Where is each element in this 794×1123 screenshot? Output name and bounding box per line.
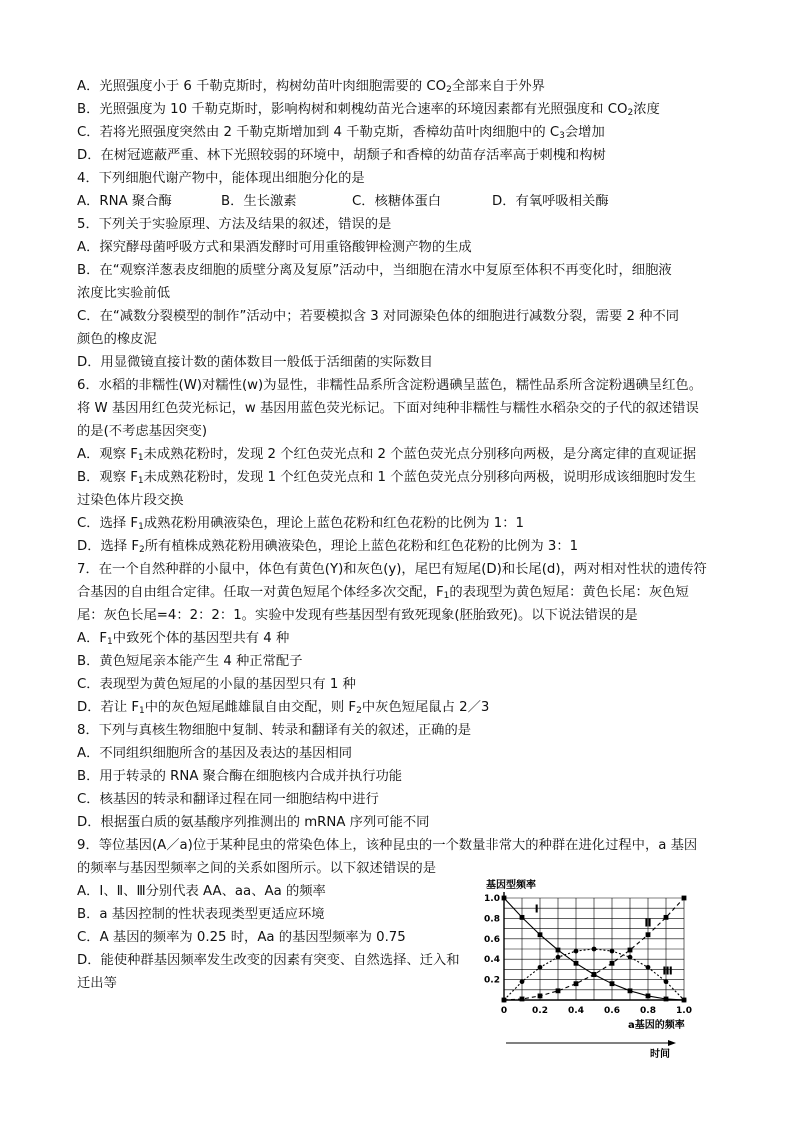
q7-stem: 7．在一个自然种群的小鼠中，体色有黄色(Y)和灰色(y)，尾巴有短尾(D)和长尾(d)，两对相对性状的遗传符 [77,562,707,577]
data-point-I [646,994,651,999]
data-point-II [628,948,633,953]
x-tick-label: 0.8 [640,1006,656,1016]
q9-option-a: A．I、Ⅱ、Ⅲ分别代表 AA、aa、Aa 的频率 [77,884,326,899]
q8-option-b: B．用于转录的 RNA 聚合酶在细胞核内合成并执行功能 [77,769,403,784]
chart-ylabel: 基因型频率 [486,880,536,891]
data-point-I [520,915,525,920]
data-point-III [628,955,633,960]
q4-option-b: B．生长激素 [221,194,297,209]
q4-option-a: A．RNA 聚合酶 [77,194,172,209]
q6-stem: 6．水稻的非糯性(W)对糯性(w)为显性，非糯性品系所含淀粉遇碘呈蓝色，糯性品系所含淀粉遇碘呈红色。 [77,378,702,393]
y-tick-label: 0.8 [484,914,500,925]
q6-option-b: B．观察 $F_1$未成熟花粉时，发现 1 个红色荧光点和 1 个蓝色荧光点分别移向两极，说明形成该细胞时发生 [77,470,697,486]
q7-option-d: D．若让 $F_1$中的灰色短尾雌雄鼠自由交配，则 $F_2$中灰色短尾鼠占 2／3 [77,700,490,716]
q6-option-d: D．选择 $F_2$所有植株成熟花粉用碘液染色，理论上蓝色花粉和红色花粉的比例为 3：1 [77,539,579,555]
q5-option-b: B．在“观察洋葱表皮细胞的质壁分离及复原”活动中，当细胞在清水中复原至体积不再变化时，细胞液 [77,263,672,278]
data-point-I [610,981,615,986]
series-label: Ⅱ [644,916,652,930]
x-tick-label: 0.2 [532,1006,548,1016]
data-point-I [538,932,543,937]
q9-option-b: B．a 基因控制的性状表现类型更适应环境 [77,907,325,922]
q6-option-b-cont: 过染色体片段交换 [77,493,184,508]
q7-stem-cont: 合基因的自由组合定律。任取一对黄色短尾个体经多次交配，$F_1$的表现型为黄色短尾：黄色长尾：灰色短 [77,585,689,601]
q7-option-a: A．$F_1$中致死个体的基因型共有 4 种 [77,631,290,647]
q7-option-c: C．表现型为黄色短尾的小鼠的基因型只有 1 种 [77,677,356,692]
x-tick-label: 0.6 [604,1006,620,1016]
data-point-III [610,949,615,954]
data-point-III [664,979,669,984]
q3-option-c: C．若将光照强度突然由 2 千勒克斯增加到 4 千勒克斯，香樟幼苗叶肉细胞中的 $C_3$会增加 [77,125,605,141]
y-tick-label: 0.4 [484,955,500,966]
q7-option-b: B．黄色短尾亲本能产生 4 种正常配子 [77,654,303,669]
data-point-II [538,994,543,999]
y-tick-label: 1.0 [484,894,500,904]
q8-stem: 8．下列与真核生物细胞中复制、转录和翻译有关的叙述，正确的是 [77,723,472,738]
q6-stem-cont2: 的是(不考虑基因突变) [77,424,208,439]
q3-option-a: A．光照强度小于 6 千勒克斯时，构树幼苗叶肉细胞需要的 $CO_2$全部来自于外界 [77,79,545,95]
q8-option-a: A．不同组织细胞所含的基因及表达的基因相同 [77,746,353,761]
data-point-III [574,949,579,954]
q6-stem-cont: 将 W 基因用红色荧光标记，w 基因用蓝色荧光标记。下面对纯种非糯性与糯性水稻杂交的子代的叙述错误 [77,401,699,416]
data-point-II [520,997,525,1002]
series-label: Ⅰ [534,902,539,916]
data-point-III [646,965,651,970]
data-point-I [628,988,633,993]
data-point-II [664,915,669,920]
chart-time-label: 时间 [650,1049,670,1060]
q4-option-d: D．有氧呼吸相关酶 [492,194,609,209]
q4-stem: 4．下列细胞代谢产物中，能体现出细胞分化的是 [77,171,365,186]
q9-option-d-cont: 迁出等 [77,976,117,991]
data-point-III [502,998,507,1003]
q5-option-c-cont: 颜色的橡皮泥 [77,332,157,347]
q6-option-c: C．选择 $F_1$成熟花粉用碘液染色，理论上蓝色花粉和红色花粉的比例为 1：1 [77,516,524,532]
genotype-frequency-chart [478,876,718,1061]
q5-option-a: A．探究酵母菌呼吸方式和果酒发酵时可用重铬酸钾检测产物的生成 [77,240,472,255]
data-point-I [502,896,507,901]
q9-stem: 9．等位基因(A／a)位于某种昆虫的常染色体上，该种昆虫的一个数量非常大的种群在进化过程中，a 基因 [77,838,698,853]
data-point-I [664,997,669,1002]
q4-options [77,194,609,210]
q9-stem-cont: 的频率与基因型频率之间的关系如图所示。以下叙述错误的是 [77,861,437,876]
series-label: Ⅲ [662,964,673,978]
q8-option-d: D．根据蛋白质的氨基酸序列推测出的 mRNA 序列可能不同 [77,815,430,830]
data-point-II [682,896,687,901]
data-point-III [520,979,525,984]
data-point-III [682,998,687,1003]
q3-option-b: B．光照强度为 10 千勒克斯时，影响构树和刺槐幼苗光合速率的环境因素都有光照强度和 $CO_2$浓度 [77,102,660,118]
y-tick-label: 0.2 [484,975,500,986]
x-tick-label: 0.4 [568,1006,584,1016]
q3-option-d: D．在树冠遮蔽严重、林下光照较弱的环境中，胡颓子和香樟的幼苗存活率高于刺槐和构树 [77,148,606,163]
data-point-II [610,961,615,966]
q9-option-c: C．A 基因的频率为 0.25 时，Aa 的基因型频率为 0.75 [77,930,406,945]
data-point-III [556,955,561,960]
data-point-II [646,932,651,937]
data-point-I [574,961,579,966]
q8-option-c: C．核基因的转录和翻译过程在同一细胞结构中进行 [77,792,379,807]
data-point-I [556,948,561,953]
data-point-II [556,988,561,993]
data-point-III [538,965,543,970]
time-arrow-head [668,1040,676,1046]
data-point-III [592,947,597,952]
q5-stem: 5．下列关于实验原理、方法及结果的叙述，错误的是 [77,217,392,232]
q5-option-d: D．用显微镜直接计数的菌体数目一般低于活细菌的实际数目 [77,355,433,370]
q5-option-c: C．在“减数分裂模型的制作”活动中；若要模拟含 3 对同源染色体的细胞进行减数分裂，需要 2 种不同 [77,309,680,324]
data-point-II [574,981,579,986]
q5-option-b-cont: 浓度比实验前低 [77,286,171,301]
q6-option-a: A．观察 $F_1$未成熟花粉时，发现 2 个红色荧光点和 2 个蓝色荧光点分别移向两极，是分离定律的直观证据 [77,447,697,463]
q4-option-c: C．核糖体蛋白 [352,194,442,209]
q7-stem-cont2: 尾：灰色长尾=4：2：2：1。实验中发现有些基因型有致死现象(胚胎致死)。以下说法错误的是 [77,608,638,623]
q9-option-d: D．能使种群基因频率发生改变的因素有突变、自然选择、迁入和 [77,953,460,968]
chart-xlabel: a基因的频率 [628,1020,685,1031]
x-tick-label: 0 [500,1006,508,1016]
data-point-II [592,972,597,977]
y-tick-label: 0.6 [484,934,500,945]
x-tick-label: 1.0 [676,1006,692,1016]
